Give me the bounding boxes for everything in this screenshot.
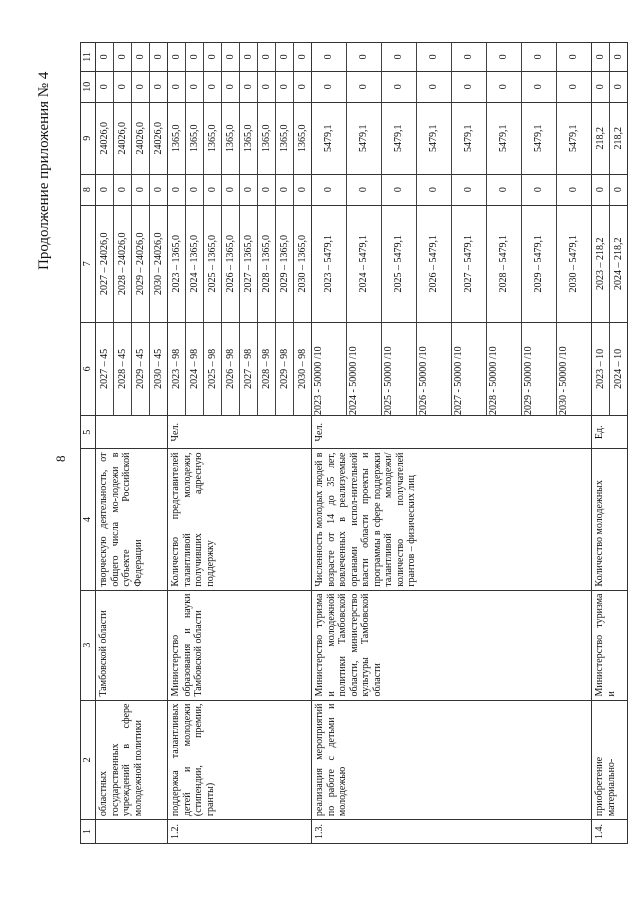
header-cell: 9 bbox=[81, 102, 96, 174]
value-cell: 2027 – 24026,0 bbox=[96, 206, 114, 322]
indicator: творческую деятельность, от общего числа мо-лодежи в субъекте Российской Федерации bbox=[96, 449, 168, 590]
value-cell: 2029 – 1365,0 bbox=[276, 206, 294, 322]
value-stack-c10 bbox=[96, 71, 168, 102]
value-list bbox=[312, 72, 591, 102]
value-stack-c7 bbox=[312, 205, 592, 322]
value-cell: 2025 - 50000 /10 bbox=[382, 323, 417, 415]
value-stack-c10 bbox=[312, 71, 592, 102]
value-cell: 1365,0 bbox=[258, 103, 276, 174]
value-cell: 0 bbox=[452, 43, 487, 71]
value-cell: 24026,0 bbox=[153, 121, 164, 155]
table-row bbox=[312, 43, 592, 844]
executor: Министерство образования и науки Тамбовской области bbox=[168, 590, 312, 700]
value-cell: 2029 - 50000 /10 bbox=[522, 323, 557, 415]
value-cell: 0 bbox=[297, 187, 308, 193]
value-list bbox=[592, 103, 627, 174]
table-row bbox=[96, 43, 168, 844]
value-cell: 2030 – 5479,1 bbox=[568, 234, 579, 293]
value-cell: 5479,1 bbox=[382, 103, 417, 174]
value-cell: 2027 – 45 bbox=[96, 323, 114, 415]
value-cell: 1365,0 bbox=[297, 124, 308, 152]
row-number: 1.4. bbox=[592, 820, 628, 844]
value-cell: 2023 – 10 bbox=[592, 323, 610, 415]
value-stack-c8 bbox=[312, 174, 592, 205]
value-cell: 2030 – 45 bbox=[153, 348, 164, 389]
value-cell: 2029 – 24026,0 bbox=[132, 206, 150, 322]
unit bbox=[96, 416, 168, 449]
value-stack-c8 bbox=[96, 174, 168, 205]
unit: Чел. bbox=[168, 416, 312, 449]
value-stack-c9 bbox=[592, 102, 628, 174]
value-cell: 0 bbox=[258, 43, 276, 71]
value-cell: 0 bbox=[592, 43, 610, 71]
row-number bbox=[96, 820, 168, 844]
indicator: Количество молодежных bbox=[592, 449, 628, 590]
value-cell: 0 bbox=[382, 175, 417, 205]
value-cell: 0 bbox=[487, 43, 522, 71]
value-cell: 0 bbox=[592, 175, 610, 205]
value-cell: 0 bbox=[276, 175, 294, 205]
value-stack-c7 bbox=[592, 205, 628, 322]
value-list bbox=[312, 103, 591, 174]
value-cell: 0 bbox=[222, 43, 240, 71]
value-cell: 2024 – 10 bbox=[613, 348, 624, 389]
value-cell: 0 bbox=[168, 43, 186, 71]
value-list bbox=[96, 206, 167, 322]
value-cell: 0 bbox=[297, 84, 308, 90]
value-cell: 0 bbox=[347, 175, 382, 205]
value-cell: 1365,0 bbox=[276, 103, 294, 174]
value-stack-c11 bbox=[312, 43, 592, 72]
value-cell: 2026 – 98 bbox=[222, 323, 240, 415]
value-cell: 0 bbox=[114, 175, 132, 205]
value-cell: 2028 - 50000 /10 bbox=[487, 323, 522, 415]
value-stack-c7 bbox=[96, 205, 168, 322]
value-cell: 0 bbox=[522, 175, 557, 205]
value-stack-c6 bbox=[592, 322, 628, 415]
value-stack-c8 bbox=[168, 174, 312, 205]
value-cell: 0 bbox=[204, 72, 222, 102]
value-cell: 0 bbox=[312, 175, 347, 205]
value-cell: 2027 – 1365,0 bbox=[240, 206, 258, 322]
value-cell: 2025 – 5479,1 bbox=[382, 206, 417, 322]
value-cell: 0 bbox=[452, 175, 487, 205]
activity-name: областных государственных учреждений в сфере молодежной политики bbox=[96, 700, 168, 820]
value-cell: 0 bbox=[487, 175, 522, 205]
value-cell: 5479,1 bbox=[522, 103, 557, 174]
value-cell: 5479,1 bbox=[312, 103, 347, 174]
value-cell: 2030 – 1365,0 bbox=[297, 234, 308, 293]
value-cell: 2026 - 50000 /10 bbox=[417, 323, 452, 415]
value-cell: 0 bbox=[592, 72, 610, 102]
value-cell: 24026,0 bbox=[132, 103, 150, 174]
value-cell: 2027 – 98 bbox=[240, 323, 258, 415]
value-cell: 0 bbox=[258, 175, 276, 205]
value-cell: 0 bbox=[96, 72, 114, 102]
value-list bbox=[592, 206, 627, 322]
header-cell: 3 bbox=[81, 590, 96, 700]
value-cell: 2026 – 1365,0 bbox=[222, 206, 240, 322]
header-cell: 10 bbox=[81, 71, 96, 102]
value-cell: 0 bbox=[258, 72, 276, 102]
value-cell: 2024 - 50000 /10 bbox=[347, 323, 382, 415]
activity-name: приобретение материально- bbox=[592, 700, 628, 820]
value-cell: 0 bbox=[96, 175, 114, 205]
value-list bbox=[592, 72, 627, 102]
value-cell: 2024 – 1365,0 bbox=[186, 206, 204, 322]
value-stack-c7 bbox=[168, 205, 312, 322]
value-cell: 0 bbox=[522, 72, 557, 102]
value-list bbox=[312, 43, 591, 71]
value-list bbox=[96, 43, 167, 71]
value-stack-c9 bbox=[312, 102, 592, 174]
value-cell: 0 bbox=[222, 72, 240, 102]
header-cell: 1 bbox=[81, 820, 96, 844]
value-cell: 0 bbox=[417, 43, 452, 71]
value-cell: 2030 – 98 bbox=[297, 348, 308, 389]
value-stack-c6 bbox=[168, 322, 312, 415]
value-cell: 2027 - 50000 /10 bbox=[452, 323, 487, 415]
value-cell: 2024 – 98 bbox=[186, 323, 204, 415]
value-cell: 2029 – 98 bbox=[276, 323, 294, 415]
row-number: 1.3. bbox=[312, 820, 592, 844]
value-cell: 1365,0 bbox=[222, 103, 240, 174]
table-row bbox=[168, 43, 312, 844]
executor: Министерство туризма и bbox=[592, 590, 628, 700]
header-cell: 7 bbox=[81, 205, 96, 322]
value-cell: 2028 – 45 bbox=[114, 323, 132, 415]
value-cell: 0 bbox=[153, 187, 164, 193]
value-list bbox=[168, 72, 311, 102]
value-cell: 0 bbox=[153, 54, 164, 60]
page-number: 8 bbox=[53, 455, 68, 462]
value-cell: 2023 – 98 bbox=[168, 323, 186, 415]
value-cell: 0 bbox=[132, 43, 150, 71]
value-cell: 5479,1 bbox=[568, 124, 579, 152]
indicator: Численность молодых людей в возрасте от 14 до 35 лет, вовлеченных в реализуемые органами испол-нительной власти области проекты и программы в сфере поддержки талантливой молодежи/ количество получателей грантов – физических лиц bbox=[312, 449, 592, 590]
value-cell: 1365,0 bbox=[204, 103, 222, 174]
value-cell: 0 bbox=[417, 175, 452, 205]
value-cell: 2029 – 5479,1 bbox=[522, 206, 557, 322]
value-list bbox=[96, 103, 167, 174]
value-stack-c8 bbox=[592, 174, 628, 205]
value-cell: 0 bbox=[568, 54, 579, 60]
unit: Чел. bbox=[312, 416, 592, 449]
table-row bbox=[592, 43, 628, 844]
value-cell: 0 bbox=[452, 72, 487, 102]
value-cell: 5479,1 bbox=[417, 103, 452, 174]
value-cell: 0 bbox=[114, 43, 132, 71]
value-cell: 2025 – 1365,0 bbox=[204, 206, 222, 322]
header-cell: 2 bbox=[81, 700, 96, 820]
value-cell: 0 bbox=[186, 43, 204, 71]
value-cell: 2024 – 5479,1 bbox=[347, 206, 382, 322]
activity-name: реализация мероприятий по работе с детьми и молодежью bbox=[312, 700, 592, 820]
value-cell: 0 bbox=[132, 72, 150, 102]
value-cell: 2023 – 5479,1 bbox=[312, 206, 347, 322]
value-cell: 0 bbox=[240, 175, 258, 205]
value-cell: 0 bbox=[347, 43, 382, 71]
unit: Ед. bbox=[592, 416, 628, 449]
value-cell: 2023 – 218,2 bbox=[592, 206, 610, 322]
value-cell: 2028 – 1365,0 bbox=[258, 206, 276, 322]
value-cell: 5479,1 bbox=[347, 103, 382, 174]
executor: Тамбовской области bbox=[96, 590, 168, 700]
value-cell: 0 bbox=[168, 72, 186, 102]
program-table bbox=[80, 42, 628, 844]
value-list bbox=[96, 323, 167, 415]
value-stack-c6 bbox=[312, 322, 592, 415]
value-cell: 0 bbox=[613, 84, 624, 90]
value-cell: 5479,1 bbox=[452, 103, 487, 174]
rotated-document-page bbox=[20, 22, 624, 882]
value-cell: 0 bbox=[168, 175, 186, 205]
value-cell: 24026,0 bbox=[114, 103, 132, 174]
value-cell: 1365,0 bbox=[168, 103, 186, 174]
value-cell: 1365,0 bbox=[186, 103, 204, 174]
value-list bbox=[592, 43, 627, 71]
value-cell: 2027 – 5479,1 bbox=[452, 206, 487, 322]
value-list bbox=[168, 323, 311, 415]
header-cell: 8 bbox=[81, 174, 96, 205]
value-cell: 2025 – 98 bbox=[204, 323, 222, 415]
row-number: 1.2. bbox=[168, 820, 312, 844]
value-cell: 0 bbox=[297, 54, 308, 60]
value-cell: 2028 – 5479,1 bbox=[487, 206, 522, 322]
value-cell: 0 bbox=[382, 72, 417, 102]
header-row bbox=[81, 43, 96, 844]
value-cell: 2029 – 45 bbox=[132, 323, 150, 415]
header-cell: 11 bbox=[81, 43, 96, 72]
value-cell: 0 bbox=[186, 175, 204, 205]
value-cell: 0 bbox=[186, 72, 204, 102]
value-stack-c6 bbox=[96, 322, 168, 415]
value-list bbox=[312, 206, 591, 322]
value-cell: 2030 - 50000 /10 bbox=[558, 346, 569, 416]
value-list bbox=[168, 175, 311, 205]
value-cell: 0 bbox=[382, 43, 417, 71]
value-cell: 218,2 bbox=[592, 103, 610, 174]
value-cell: 0 bbox=[222, 175, 240, 205]
value-cell: 0 bbox=[417, 72, 452, 102]
value-stack-c9 bbox=[168, 102, 312, 174]
value-list bbox=[312, 323, 591, 415]
value-cell: 0 bbox=[240, 43, 258, 71]
indicator: Количество представителей талантливой молодежи, получивших адресную поддержку bbox=[168, 449, 312, 590]
value-cell: 0 bbox=[240, 72, 258, 102]
value-cell: 0 bbox=[276, 72, 294, 102]
value-cell: 0 bbox=[276, 43, 294, 71]
value-cell: 24026,0 bbox=[96, 103, 114, 174]
value-cell: 0 bbox=[132, 175, 150, 205]
header-cell: 6 bbox=[81, 322, 96, 415]
value-cell: 0 bbox=[613, 54, 624, 60]
value-list bbox=[592, 323, 627, 415]
value-cell: 2024 – 218,2 bbox=[613, 237, 624, 290]
value-cell: 0 bbox=[312, 72, 347, 102]
value-stack-c11 bbox=[592, 43, 628, 72]
value-cell: 0 bbox=[613, 187, 624, 193]
value-cell: 5479,1 bbox=[487, 103, 522, 174]
value-list bbox=[96, 175, 167, 205]
value-cell: 0 bbox=[114, 72, 132, 102]
value-cell: 2023 - 50000 /10 bbox=[312, 323, 347, 415]
value-list bbox=[592, 175, 627, 205]
value-stack-c10 bbox=[168, 71, 312, 102]
activity-name: поддержка талантливых детей и молодежи (стипендии, премии, гранты) bbox=[168, 700, 312, 820]
value-cell: 0 bbox=[153, 84, 164, 90]
value-list bbox=[96, 72, 167, 102]
value-cell: 0 bbox=[487, 72, 522, 102]
value-cell: 2030 – 24026,0 bbox=[153, 232, 164, 295]
value-cell: 0 bbox=[204, 43, 222, 71]
value-stack-c9 bbox=[96, 102, 168, 174]
value-stack-c11 bbox=[96, 43, 168, 72]
appendix-caption: Продолжение приложения № 4 bbox=[36, 71, 52, 270]
value-cell: 0 bbox=[204, 175, 222, 205]
value-list bbox=[168, 43, 311, 71]
header-cell: 4 bbox=[81, 449, 96, 590]
value-cell: 0 bbox=[568, 84, 579, 90]
value-list bbox=[168, 103, 311, 174]
value-list bbox=[312, 175, 591, 205]
header-cell: 5 bbox=[81, 416, 96, 449]
executor: Министерство туризма и молодежной политики Тамбовской области, министерство культуры Тамбовской области bbox=[312, 590, 592, 700]
value-cell: 2028 – 98 bbox=[258, 323, 276, 415]
value-cell: 2028 – 24026,0 bbox=[114, 206, 132, 322]
value-list bbox=[168, 206, 311, 322]
value-cell: 218,2 bbox=[613, 126, 624, 150]
value-stack-c11 bbox=[168, 43, 312, 72]
value-cell: 2026 – 5479,1 bbox=[417, 206, 452, 322]
value-cell: 0 bbox=[347, 72, 382, 102]
value-stack-c10 bbox=[592, 71, 628, 102]
value-cell: 0 bbox=[96, 43, 114, 71]
value-cell: 1365,0 bbox=[240, 103, 258, 174]
value-cell: 0 bbox=[522, 43, 557, 71]
value-cell: 0 bbox=[568, 187, 579, 193]
value-cell: 0 bbox=[312, 43, 347, 71]
value-cell: 2023 – 1365,0 bbox=[168, 206, 186, 322]
